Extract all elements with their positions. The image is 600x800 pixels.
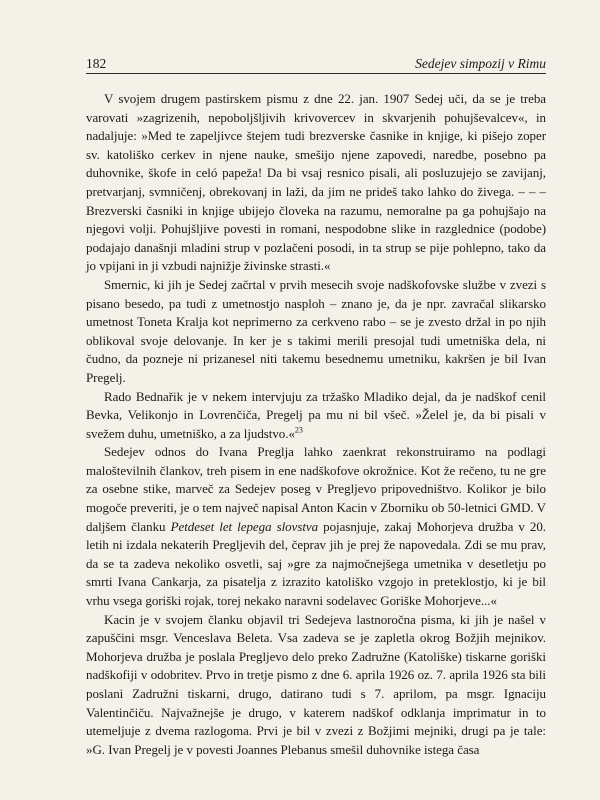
body-text [86, 90, 546, 759]
paragraph-4-text-start: Sedejev odnos do Ivana Preglja lahko zaenkrat rekonstruiramo na podlagi maloštevilnih člankov, treh pisem in ene nadškofove okrožnice. Kot že rečeno, tu ne gre za osebne stike, marveč za Sedejev poseg v Pregljevo pripovedništvo. Kolikor je bilo mogoče preveriti, je o tem največ napisal Anton Kacin v Zborniku ob 50-letnici GMD. V daljšem članku [86, 444, 546, 534]
running-header [86, 51, 546, 74]
paragraph-3 [86, 388, 546, 444]
paragraph-2: Smernic, ki jih je Sedej začrtal v prvih mesecih svoje nadškofovske službe v zvezi s pisano besedo, pa tudi z umetnostjo nasploh – znano je, da je npr. zavračal slikarsko umetnost Toneta Kralja kot neprimerno za cerkveno rabo – se je zvesto držal in po njih oblikoval svoje delovanje. In ker je s takimi merili presojal tudi umetniška dela, ni čudno, da pozneje ni prizanesel niti takemu besednemu umetniku, kakršen je bil Ivan Pregelj. [86, 276, 546, 385]
paragraph-1: V svojem drugem pastirskem pismu z dne 22. jan. 1907 Sedej uči, da se je treba varovati »zagrizenih, nepoboljšljivih krivovercev in skvarjenih pohujševalcev«, in nadaljuje: »Med te zapeljivce štejem tudi brezverske časnike in knjige, ki pišejo zoper sv. katoliško cerkev in njene nauke, smešijo njene zapovedi, naredbe, posebno pa duhovnike, škofe in celó papeža! Da bi vsaj resnico pisali, ali posluzujejo se zavijanj, pretvarjanj, svmničenj, obrekovanj in laži, da jim ne prideš tako lahko do živega. – – – Brezverski časniki in knjige ubijejo človeka na razumu, nemoralne pa ga pohujšajo na njegovi volji. Pohujšljive povesti in romani, nespodobne slike in razglednice (podobe) podajajo današnji mladini strup v pozlačeni posodi, in ta strup se pije pohlepno, tako da jo vpijani in ji vzbudi najnižje živinske strasti.« [86, 91, 546, 274]
paragraph-4-text-end: pojasnjuje, zakaj Mohorjeva družba v 20. letih ni izdala nekaterih Pregljevih del, čeprav jih je prej že napovedala. Zdi se mu prav, da se ta zadeva nekoliko osvetli, saj »gre za najmočnejšega umetnika v desetletju po smrti Ivana Cankarja, za pisatelja z izrazito katoliško vzgojo in preteklostjo, ki je bil vrhu vsega goriški rojak, torej nekako naravni sodelavec Goriške Mohorjeve...« [86, 518, 547, 609]
page-number: 182 [86, 56, 107, 71]
running-title: Sedejev simpozij v Rimu [415, 56, 546, 71]
paragraph-4 [86, 443, 546, 610]
paragraph-5: Kacin je v svojem članku objavil tri Sedejeva lastnoročna pisma, ki jih je našel v zapuščini msgr. Venceslava Beleta. Vsa zadeva se je zapletla okrog Božjih mejnikov. Mohorjeva družba je poslala Pregljevo delo preko Zadružne (Katoliške) tiskarne goriški nadškofiji v odobritev. Prvo in tretje pismo z dne 6. aprila 1926 oz. 7. aprila 1926 sta bili poslani Zadružni tiskarni, drugo, datirano tudi s 7. aprilom, pa msgr. Ignaciju Valentinčiču. Najvažnejše je drugo, v katerem nadškof odklanja imprimatur in to utemeljuje z dvema razlogoma. Prvi je bil v zvezi z Božjimi mejniki, drugi pa je tale: »G. Ivan Pregelj je v povesti Joannes Plebanus smešil duhovnike istega časa [86, 611, 546, 757]
paragraph-3-text: Rado Bednařik je v nekem intervjuju za tržaško Mladiko dejal, da je nadškof cenil Bevka, Velikonjo in Lovrenčiča, Pregelj pa mu ni bil všeč. »Želel je, da bi pisali v svežem duhu, umetniško, a za ljudstvo.« [86, 388, 546, 441]
article-title: Petdeset let lepega slovstva [170, 518, 319, 534]
footnote-reference: 23 [294, 425, 303, 435]
